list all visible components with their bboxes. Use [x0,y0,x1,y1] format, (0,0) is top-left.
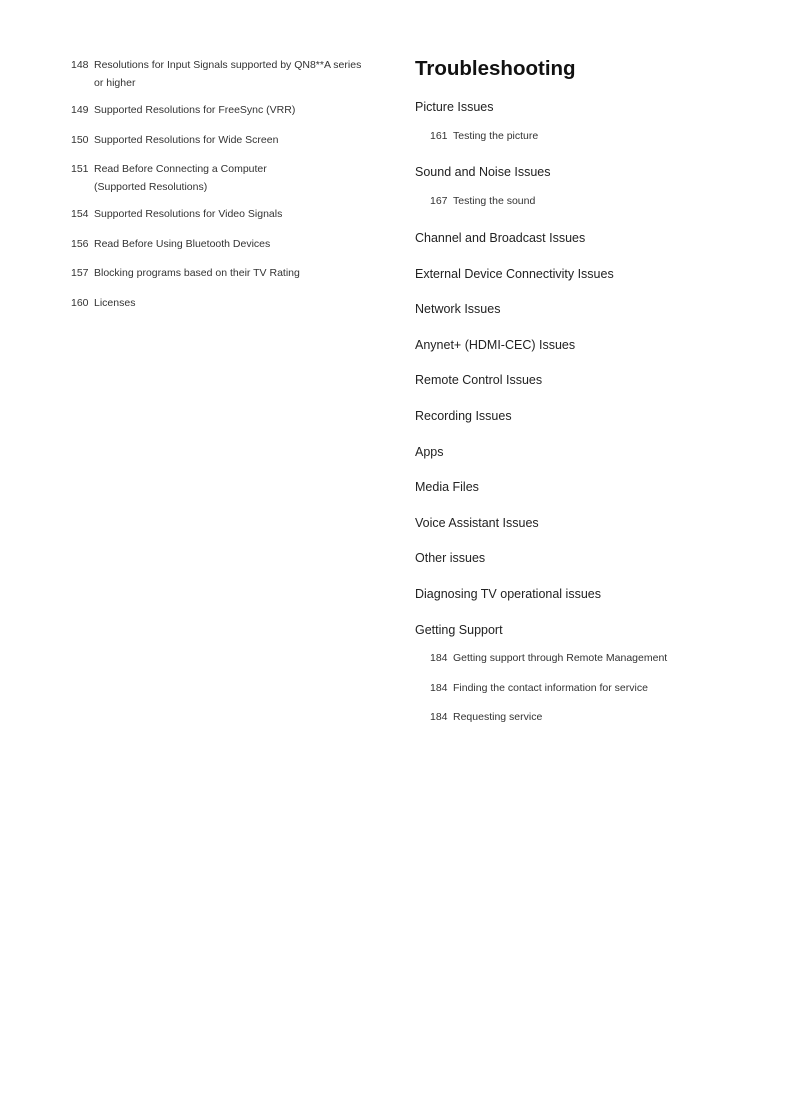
page-number: 149 [71,104,89,116]
section-getting-support[interactable]: Getting Support [415,623,503,637]
page-number: 161 [430,130,448,142]
toc-subentry[interactable] [415,711,542,723]
section-media-files[interactable]: Media Files [415,480,479,494]
section-recording-issues[interactable]: Recording Issues [415,409,512,423]
chapter-title: Troubleshooting [415,57,576,80]
page-number: 184 [430,682,448,694]
entry-title: Testing the picture [453,130,539,142]
toc-subentry[interactable] [415,130,538,142]
toc-right-column [415,55,745,723]
section-diagnosing-tv[interactable]: Diagnosing TV operational issues [415,587,601,601]
page-number: 154 [71,208,89,220]
toc-subentry[interactable] [415,652,667,664]
section-network-issues[interactable]: Network Issues [415,302,501,316]
section-channel-broadcast-issues[interactable]: Channel and Broadcast Issues [415,231,586,245]
entry-title: Testing the sound [453,195,536,207]
toc-subentry[interactable] [415,682,648,694]
entry-title: Blocking programs based on their TV Rating [94,267,300,279]
toc-entry[interactable] [71,206,371,224]
entry-title: Read Before Using Bluetooth Devices [94,237,271,250]
page-number: 148 [71,59,89,71]
entry-title: Requesting service [453,711,543,723]
section-apps[interactable]: Apps [415,445,444,459]
page-number: 157 [71,267,89,279]
page-number: 151 [71,163,89,175]
toc-entry[interactable] [71,102,371,120]
toc-entry[interactable] [71,57,371,92]
entry-title: Supported Resolutions for Wide Screen [94,133,279,146]
toc-entry[interactable] [71,161,321,196]
page-number: 167 [430,195,448,207]
toc-subentry[interactable] [415,195,535,207]
entry-title: Finding the contact information for service [453,682,648,694]
section-sound-noise-issues[interactable]: Sound and Noise Issues [415,165,551,179]
page-number: 160 [71,296,89,309]
section-other-issues[interactable]: Other issues [415,551,486,565]
page-number: 184 [430,711,448,723]
page-number: 184 [430,652,448,664]
section-anynet-issues[interactable]: Anynet+ (HDMI-CEC) Issues [415,338,576,352]
toc-entry[interactable] [71,265,371,283]
entry-title: Resolutions for Input Signals supported by QN8**A series or higher [94,59,362,89]
section-external-device-issues[interactable]: External Device Connectivity Issues [415,267,614,281]
toc-entry[interactable] [71,132,371,150]
entry-title: Read Before Connecting a Computer (Supported Resolutions) [94,163,267,193]
toc-left-column [71,57,371,312]
page-number: 150 [71,133,89,146]
section-picture-issues[interactable]: Picture Issues [415,100,494,114]
toc-entry[interactable] [71,295,371,313]
entry-title: Licenses [94,296,136,309]
entry-title: Supported Resolutions for FreeSync (VRR) [94,104,296,116]
entry-title: Getting support through Remote Management [453,652,668,664]
section-remote-control-issues[interactable]: Remote Control Issues [415,373,543,387]
toc-entry[interactable] [71,236,371,254]
section-voice-assistant-issues[interactable]: Voice Assistant Issues [415,516,539,530]
entry-title: Supported Resolutions for Video Signals [94,208,283,220]
page-number: 156 [71,237,89,250]
